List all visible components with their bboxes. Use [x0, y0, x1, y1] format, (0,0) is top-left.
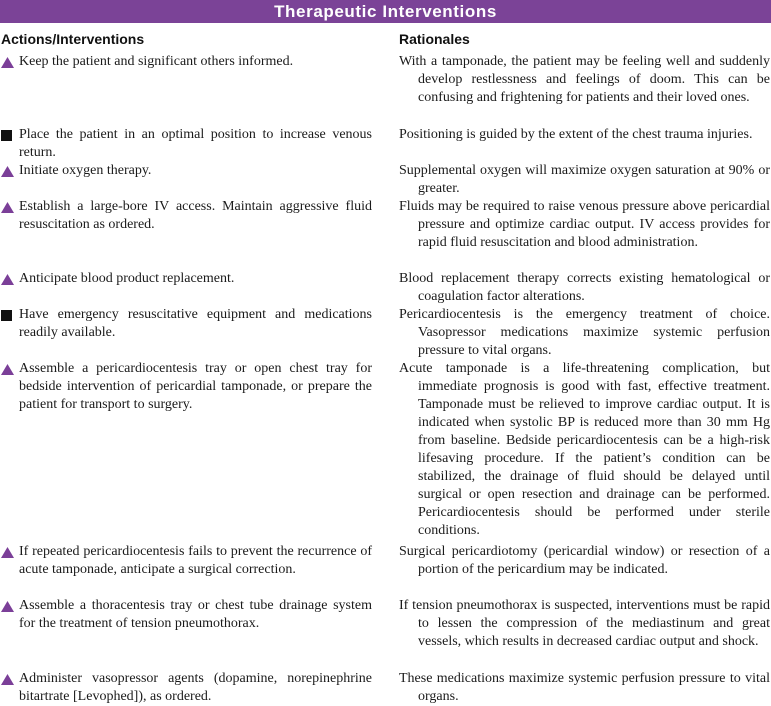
triangle-icon [1, 270, 15, 288]
rationale-text: Blood replacement therapy corrects existing hematological or coagulation factor alterations. [399, 271, 770, 304]
action-item [0, 162, 372, 180]
rationale-text: Supplemental oxygen will maximize oxygen saturation at 90% or greater. [399, 163, 770, 196]
triangle-icon [1, 670, 15, 688]
action-item [0, 306, 372, 342]
action-item [0, 597, 372, 633]
action-item [0, 270, 372, 288]
rationale-text: Surgical pericardiotomy (pericardial window) or resection of a portion of the pericardium may be indicated. [399, 544, 770, 577]
action-text: Establish a large-bore IV access. Maintain aggressive fluid resuscitation as ordered. [19, 199, 372, 232]
action-text: Place the patient in an optimal position to increase venous return. [19, 127, 372, 160]
rationale-text: If tension pneumothorax is suspected, interventions must be rapid to lessen the compression of the mediastinum and great vessels, which results in decreased cardiac output and shock. [399, 598, 770, 649]
triangle-icon [1, 198, 15, 216]
triangle-icon [1, 162, 15, 180]
action-text: Anticipate blood product replacement. [19, 271, 235, 286]
triangle-icon [1, 597, 15, 615]
rationale-text: Positioning is guided by the extent of the chest trauma injuries. [399, 127, 753, 142]
square-icon [1, 306, 15, 324]
action-text: Initiate oxygen therapy. [19, 163, 152, 178]
actions-column-heading: Actions/Interventions [1, 31, 145, 47]
action-text: Have emergency resuscitative equipment and medications readily available. [19, 307, 372, 340]
action-item [0, 53, 372, 71]
banner-title: Therapeutic Interventions [274, 2, 497, 21]
action-item [0, 198, 372, 234]
rationale-text: Pericardiocentesis is the emergency treatment of choice. Vasopressor medications maximize systemic perfusion pressure to vital organs. [399, 307, 770, 358]
rationale-text: Acute tamponade is a life-threatening complication, but immediate prognosis is good with fast, effective treatment. Tamponade must be relieved to improve cardiac output. It is indicated when systolic BP is reduced more than 30 mm Hg from baseline. Bedside pericardiocentesis can be a high-risk lifesaving procedure. If the patient’s condition can be stabilized, the drainage of fluid should be delayed until surgical or open resection and drainage can be performed. Pericardiocentesis should be performed under sterile conditions. [399, 361, 770, 538]
square-icon [1, 126, 15, 144]
rationales-column-heading: Rationales [399, 31, 470, 47]
section-banner [0, 0, 771, 23]
action-text: Assemble a thoracentesis tray or chest tube drainage system for the treatment of tension pneumothorax. [19, 598, 372, 631]
action-item [0, 126, 372, 162]
action-text: If repeated pericardiocentesis fails to prevent the recurrence of acute tamponade, anticipate a surgical correction. [19, 544, 372, 577]
triangle-icon [1, 53, 15, 71]
action-text: Assemble a pericardiocentesis tray or open chest tray for bedside intervention of pericardial tamponade, or prepare the patient for transport to surgery. [19, 361, 372, 412]
rationale-text: Fluids may be required to raise venous pressure above pericardial pressure and optimize cardiac output. IV access provides for rapid fluid resuscitation and blood administration. [399, 199, 770, 250]
action-text: Keep the patient and significant others informed. [19, 54, 294, 69]
action-item [0, 543, 372, 579]
action-text: Administer vasopressor agents (dopamine, norepinephrine bitartrate [Levophed]), as ordered. [19, 671, 372, 704]
action-item [0, 670, 372, 706]
rationale-text: With a tamponade, the patient may be feeling well and suddenly develop restlessness and feelings of doom. This can be confusing and frightening for patients and their loved ones. [399, 54, 770, 105]
rationale-text: These medications maximize systemic perfusion pressure to vital organs. [399, 671, 770, 704]
triangle-icon [1, 543, 15, 561]
action-item [0, 360, 372, 414]
triangle-icon [1, 360, 15, 378]
